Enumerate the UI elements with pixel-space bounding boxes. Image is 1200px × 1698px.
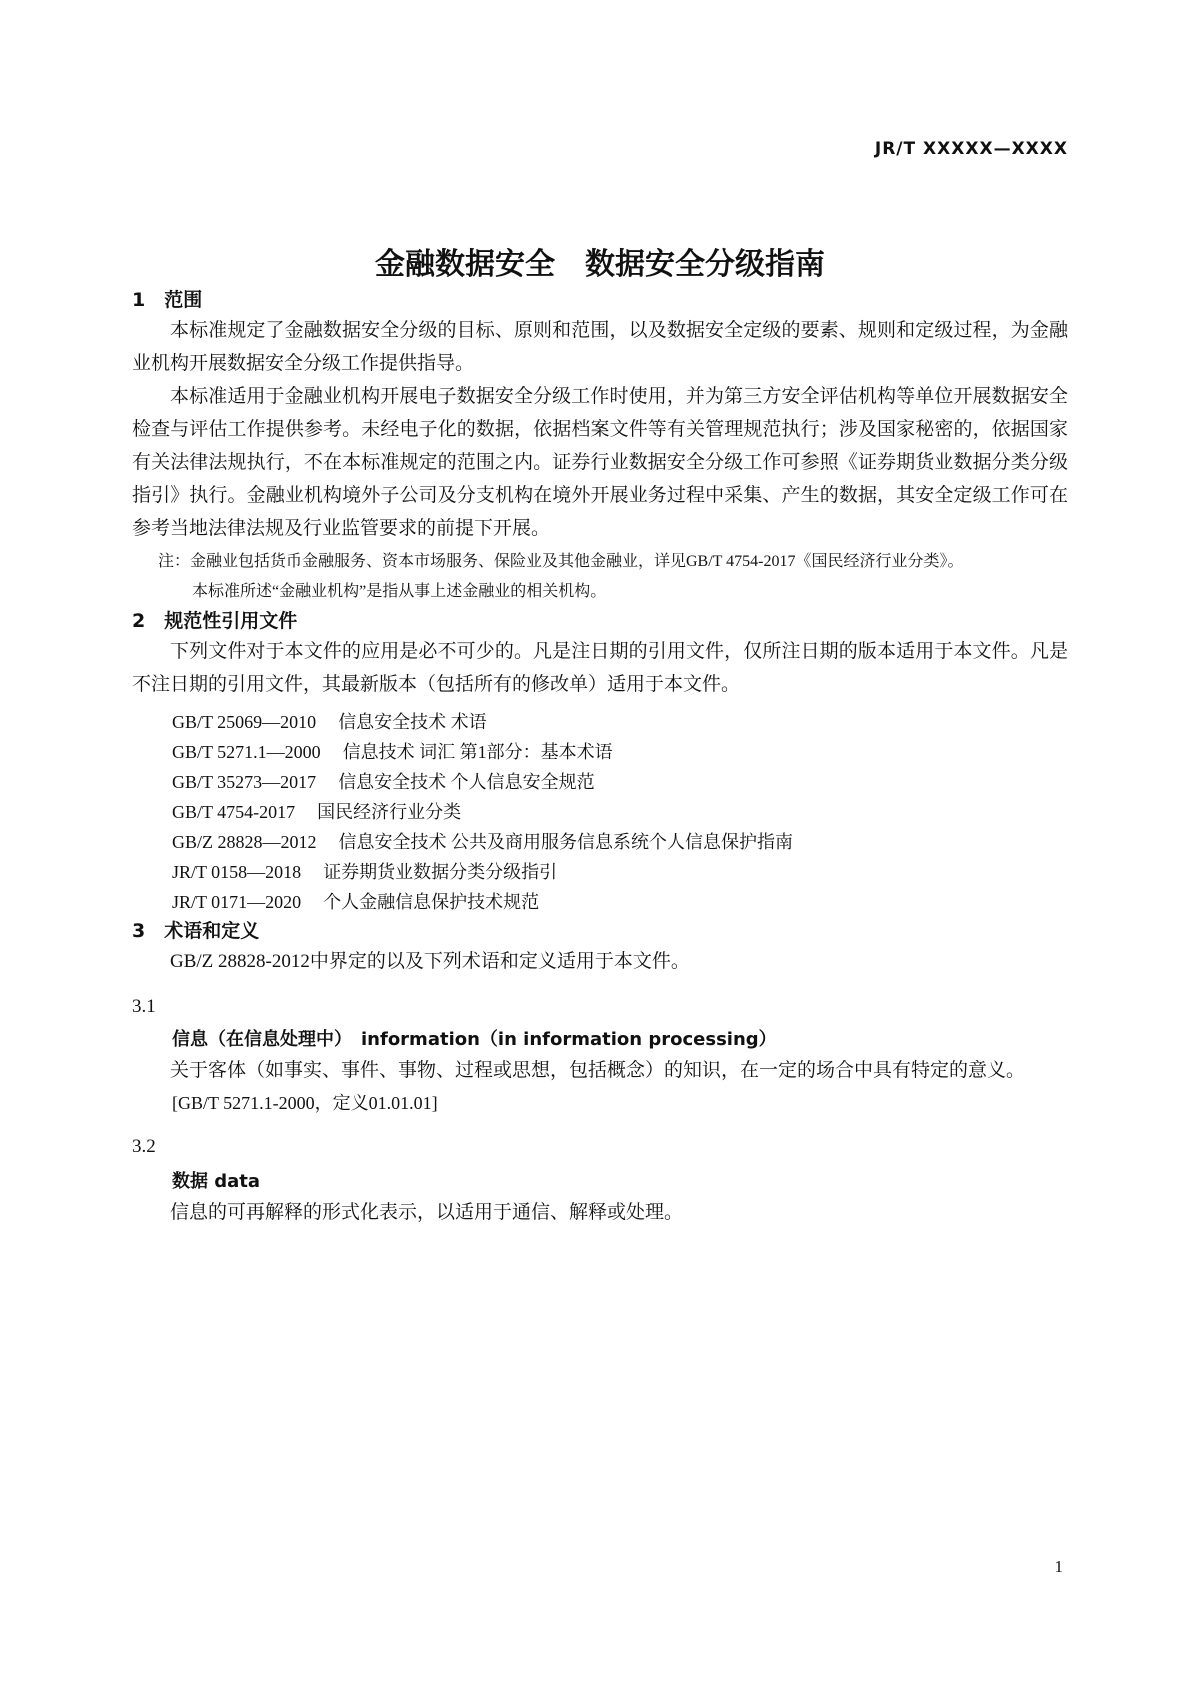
section-heading-references: 2 规范性引用文件	[132, 610, 298, 632]
term-number-3-1: 3.1	[132, 996, 156, 1017]
reference-item	[132, 707, 1068, 737]
references-intro: 下列文件对于本文件的应用是必不可少的。凡是注日期的引用文件，仅所注日期的版本适用于本文件。凡是不注日期的引用文件，其最新版本（包括所有的修改单）适用于本文件。	[132, 641, 1068, 695]
reference-name: 信息安全技术 术语	[338, 712, 487, 732]
reference-code: JR/T 0158—2018	[172, 862, 302, 882]
reference-item	[132, 737, 1068, 767]
reference-code: GB/T 5271.1—2000	[172, 742, 321, 762]
page-content	[132, 0, 1068, 1229]
section-heading-scope: 1 范围	[132, 289, 203, 311]
reference-name: 个人金融信息保护技术规范	[323, 892, 540, 912]
reference-name: 国民经济行业分类	[317, 802, 462, 822]
reference-name: 信息安全技术 公共及商用服务信息系统个人信息保护指南	[338, 832, 794, 852]
scope-note-line-1: 注：金融业包括货币金融服务、资本市场服务、保险业及其他金融业，详见GB/T 4754-2017《国民经济行业分类》。	[158, 553, 964, 570]
reference-code: GB/T 4754-2017	[172, 802, 296, 822]
scope-note	[132, 547, 1068, 607]
scope-paragraph-1: 本标准规定了金融数据安全分级的目标、原则和范围，以及数据安全定级的要素、规则和定级过程，为金融业机构开展数据安全分级工作提供指导。	[132, 320, 1068, 374]
reference-name: 证券期货业数据分类分级指引	[323, 862, 558, 882]
reference-code: GB/T 35273—2017	[172, 772, 317, 792]
scope-paragraph-2: 本标准适用于金融业机构开展电子数据安全分级工作时使用，并为第三方安全评估机构等单位开展数据安全检查与评估工作提供参考。未经电子化的数据，依据档案文件等有关管理规范执行；涉及国家秘密的，依据国家有关法律法规执行，不在本标准规定的范围之内。证券行业数据安全分级工作可参照《证券期货业数据分类分级指引》执行。金融业机构境外子公司及分支机构在境外开展业务过程中采集、产生的数据，其安全定级工作可在参考当地法律法规及行业监管要求的前提下开展。	[132, 386, 1068, 539]
term-title-3-2: 数据 data	[172, 1171, 261, 1192]
reference-code: JR/T 0171—2020	[172, 892, 302, 912]
doc-number: JR/T XXXXX—XXXX	[874, 139, 1068, 159]
reference-item	[132, 857, 1068, 887]
term-definition-3-1: 关于客体（如事实、事件、事物、过程或思想，包括概念）的知识，在一定的场合中具有特定的意义。	[170, 1060, 1026, 1081]
reference-item	[132, 767, 1068, 797]
reference-name: 信息技术 词汇 第1部分：基本术语	[342, 742, 613, 762]
reference-code: GB/Z 28828—2012	[172, 832, 317, 852]
reference-code: GB/T 25069—2010	[172, 712, 317, 732]
reference-list	[132, 707, 1068, 917]
doc-title: 金融数据安全 数据安全分级指南	[375, 247, 825, 282]
term-source-3-1: [GB/T 5271.1-2000，定义01.01.01]	[172, 1093, 438, 1113]
scope-note-line-2: 本标准所述“金融业机构”是指从事上述金融业的相关机构。	[192, 583, 607, 600]
section-heading-terms: 3 术语和定义	[132, 920, 260, 942]
reference-name: 信息安全技术 个人信息安全规范	[338, 772, 595, 792]
terms-intro: GB/Z 28828-2012中界定的以及下列术语和定义适用于本文件。	[170, 951, 690, 972]
page-number: 1	[1054, 1557, 1063, 1576]
reference-item	[132, 887, 1068, 917]
reference-item	[132, 827, 1068, 857]
term-definition-3-2: 信息的可再解释的形式化表示，以适用于通信、解释或处理。	[170, 1202, 684, 1223]
term-title-3-1: 信息（在信息处理中） information（in information processing）	[172, 1029, 777, 1050]
reference-item	[132, 797, 1068, 827]
term-number-3-2: 3.2	[132, 1136, 156, 1157]
